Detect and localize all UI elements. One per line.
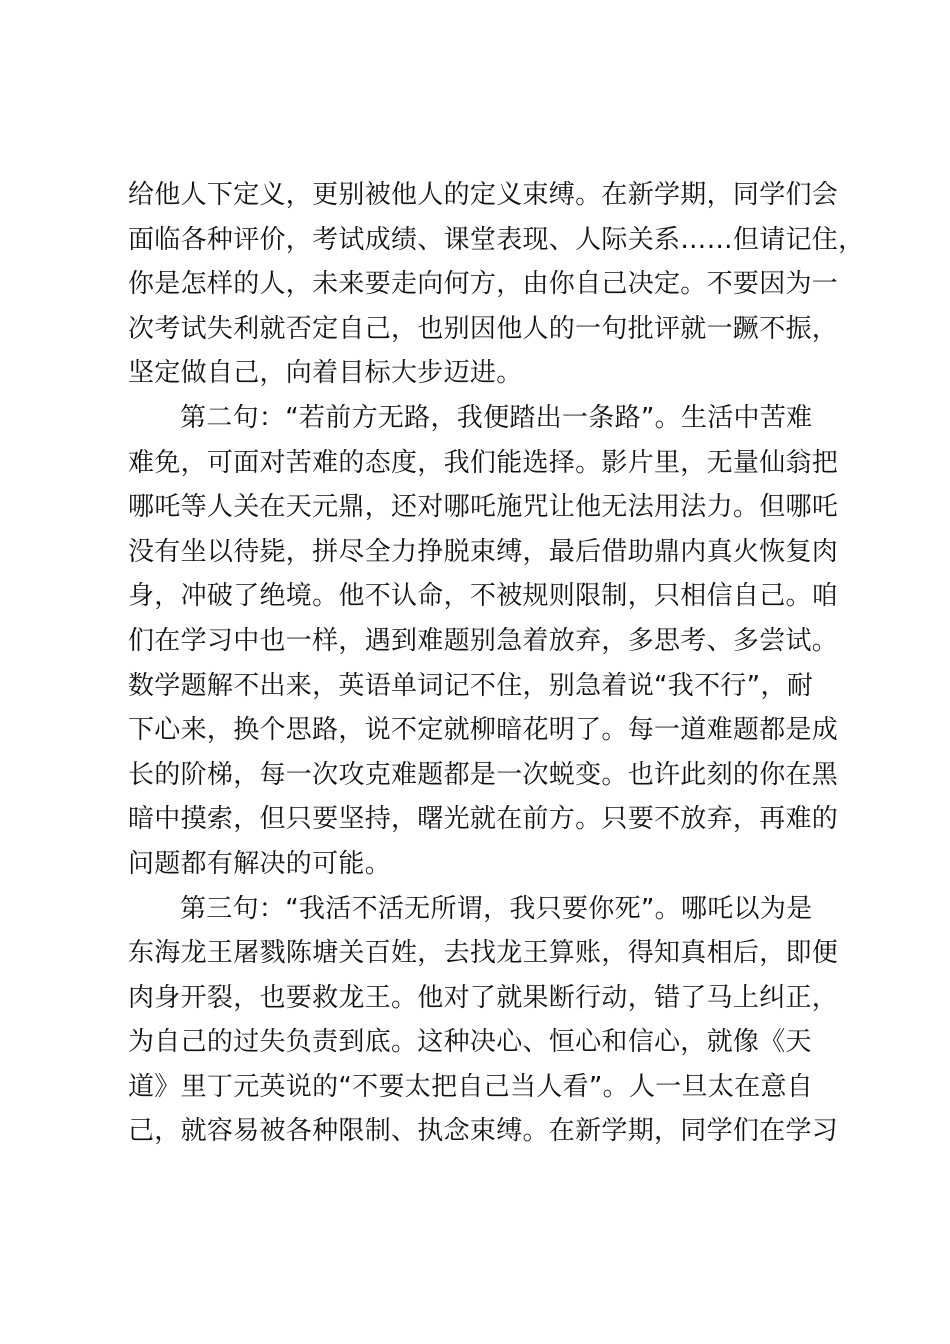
text-line: 肉身开裂，也要救龙王。他对了就果断行动，错了马上纠正，	[128, 982, 839, 1013]
text-line: 坚定做自己，向着目标大步迈进。	[128, 358, 523, 389]
text-line: 长的阶梯，每一次攻克难题都是一次蜕变。也许此刻的你在黑	[128, 759, 839, 790]
text-line: 暗中摸索，但只要坚持，曙光就在前方。只要不放弃，再难的	[128, 804, 839, 835]
text-line: 哪吒等人关在天元鼎，还对哪吒施咒让他无法用法力。但哪吒	[128, 492, 839, 523]
text-line: 你是怎样的人，未来要走向何方，由你自己决定。不要因为一	[128, 269, 839, 300]
text-line: 问题都有解决的可能。	[128, 848, 392, 879]
text-line: 己，就容易被各种限制、执念束缚。在新学期，同学们在学习	[128, 1116, 839, 1147]
body-text	[128, 173, 865, 1154]
text-line: 次考试失利就否定自己，也别因他人的一句批评就一蹶不振，	[128, 313, 839, 344]
text-line: 身，冲破了绝境。他不认命，不被规则限制，只相信自己。咱	[128, 581, 839, 612]
text-line: 东海龙王屠戮陈塘关百姓，去找龙王算账，得知真相后，即便	[128, 938, 839, 969]
paragraph-start-line: 第二句：“若前方无路，我便踏出一条路”。生活中苦难	[180, 402, 813, 433]
text-line: 下心来，换个思路，说不定就柳暗花明了。每一道难题都是成	[128, 715, 839, 746]
text-line: 道》里丁元英说的“不要太把自己当人看”。人一旦太在意自	[128, 1071, 814, 1102]
text-line: 面临各种评价，考试成绩、课堂表现、人际关系……但请记住，	[128, 224, 865, 255]
text-line: 为自己的过失负责到底。这种决心、恒心和信心，就像《天	[128, 1027, 812, 1058]
text-line: 难免，可面对苦难的态度，我们能选择。影片里，无量仙翁把	[128, 447, 839, 478]
text-line: 们在学习中也一样，遇到难题别急着放弃，多思考、多尝试。	[128, 625, 839, 656]
text-line: 给他人下定义，更别被他人的定义束缚。在新学期，同学们会	[128, 180, 839, 210]
paragraph-start-line: 第三句：“我活不活无所谓，我只要你死”。哪吒以为是	[180, 893, 813, 924]
text-line: 数学题解不出来，英语单词记不住，别急着说“我不行”，耐	[128, 670, 814, 701]
text-line: 没有坐以待毙，拼尽全力挣脱束缚，最后借助鼎内真火恢复肉	[128, 536, 839, 567]
